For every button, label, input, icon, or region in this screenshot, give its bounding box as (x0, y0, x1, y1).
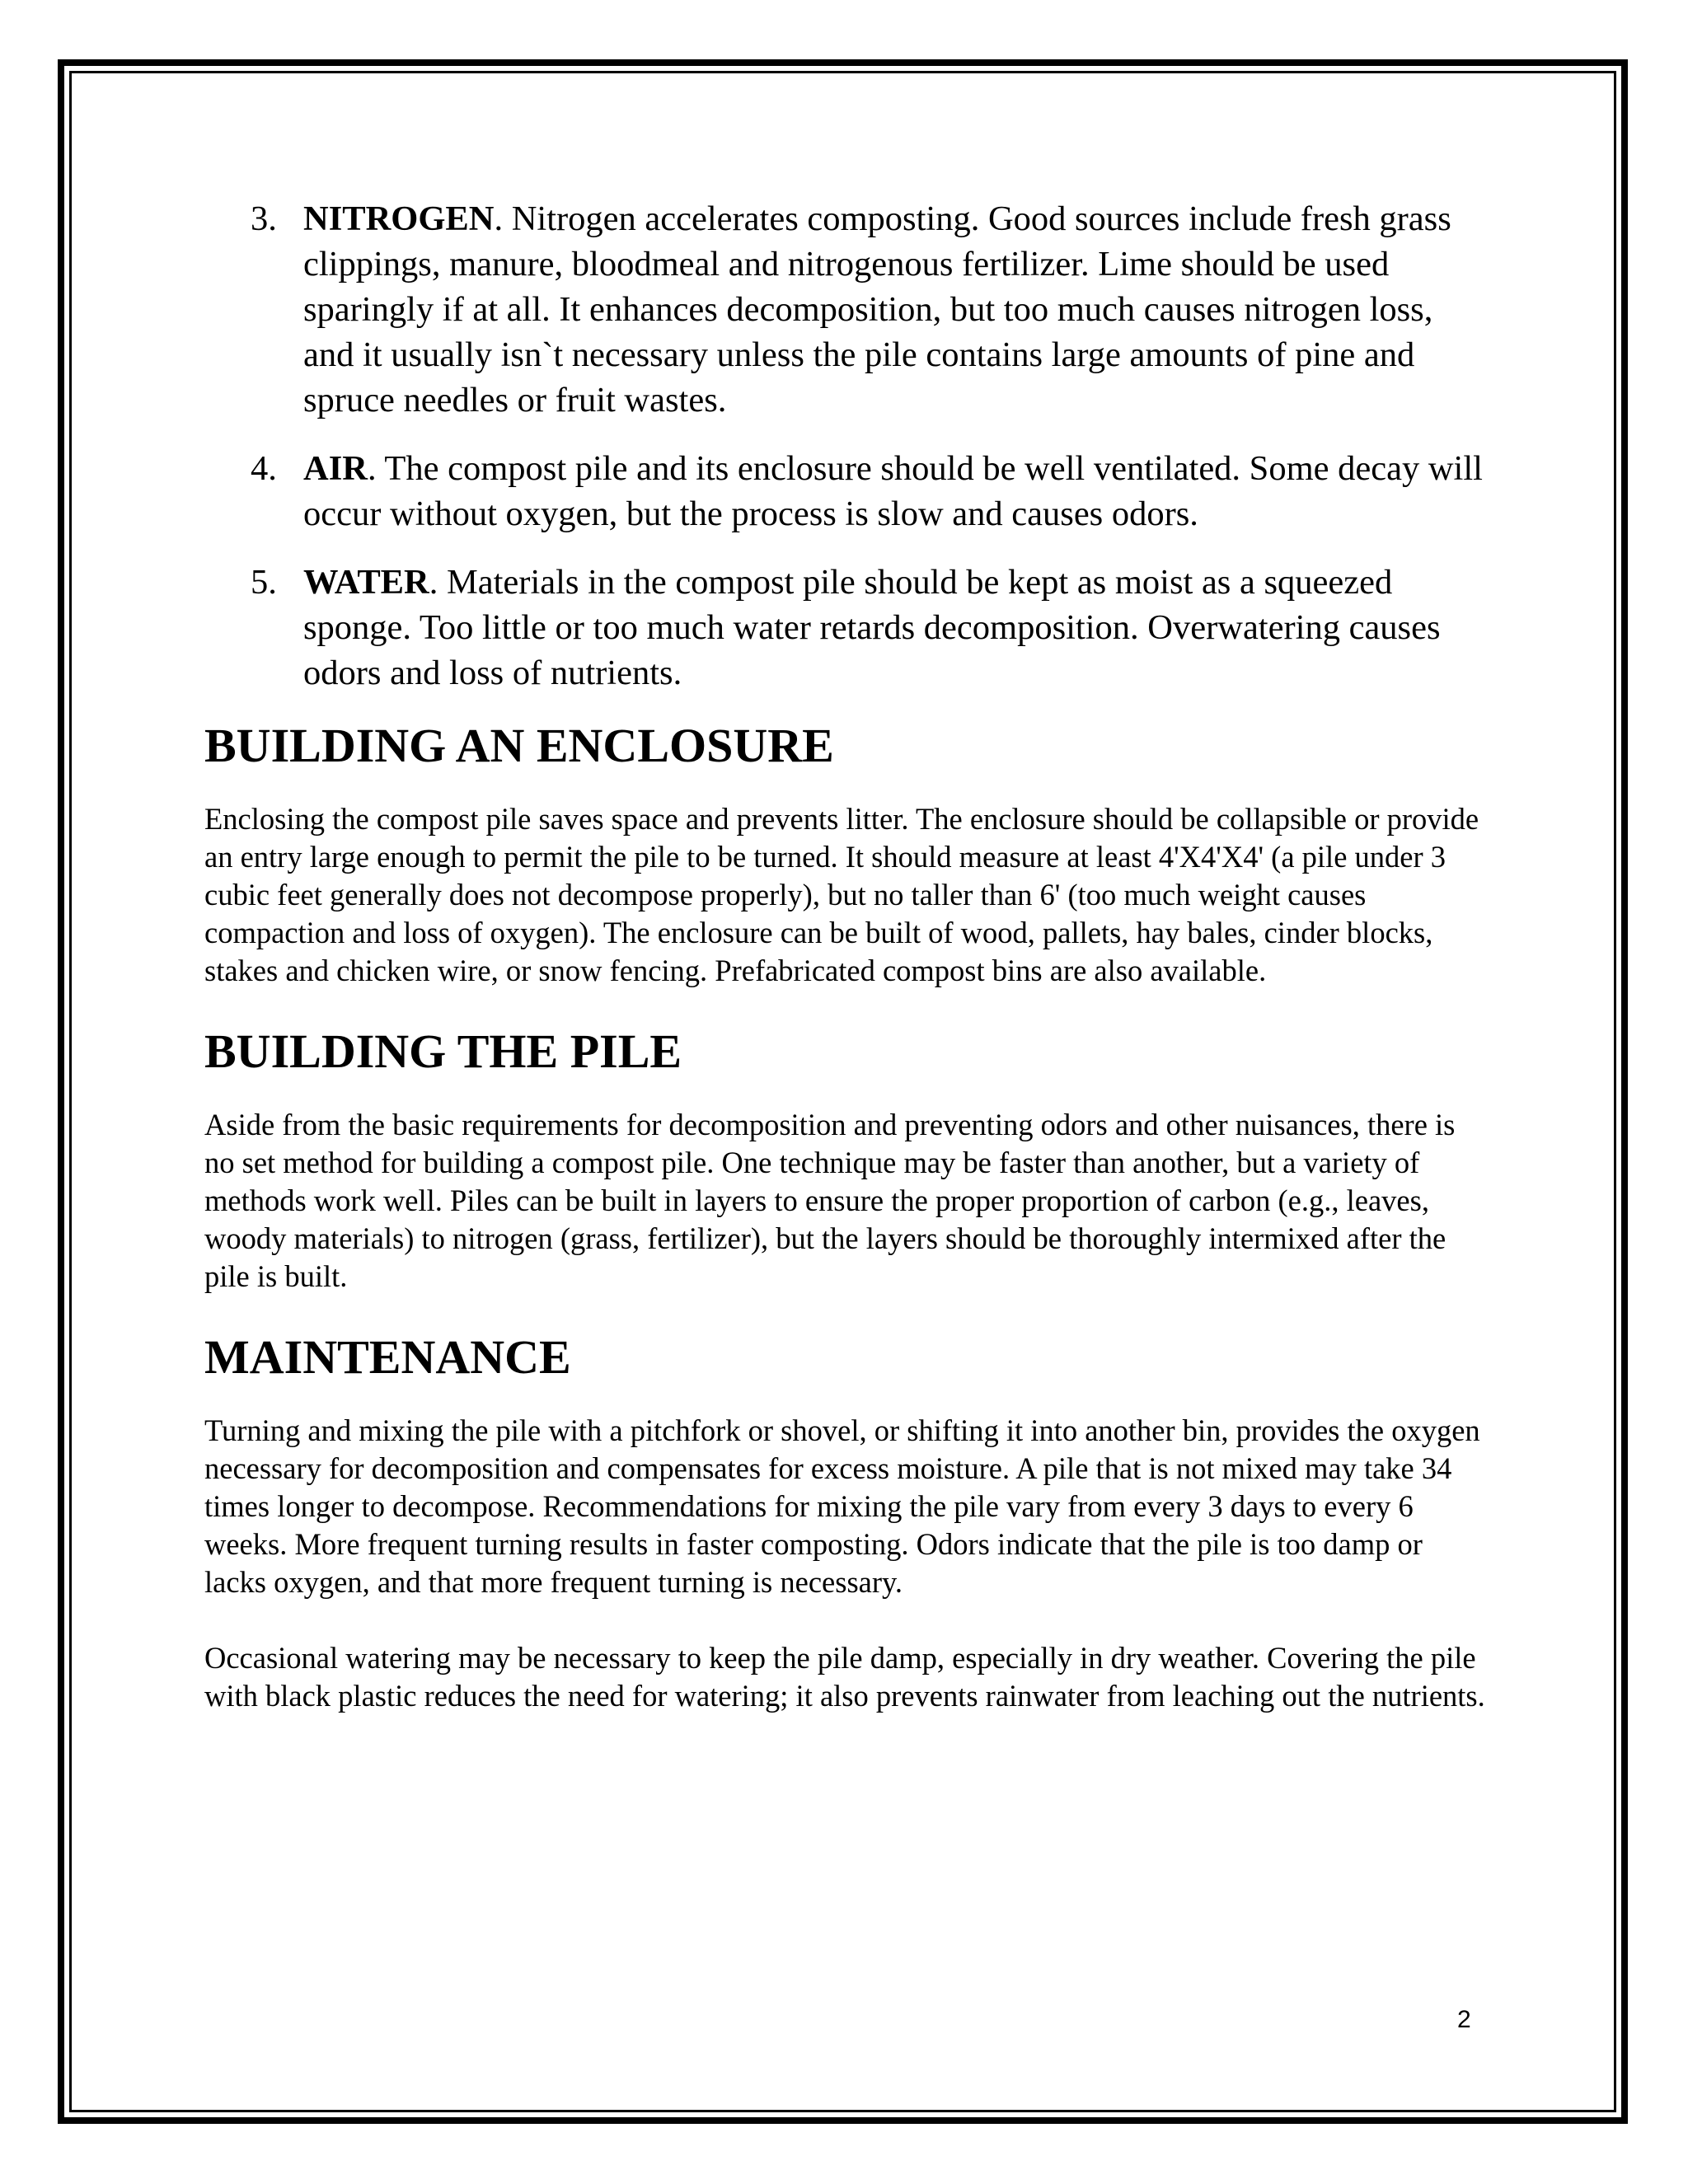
heading-maintenance: MAINTENANCE (204, 1330, 571, 1384)
requirements-list (204, 196, 1490, 696)
paragraph-enclosure: Enclosing the compost pile saves space and prevents litter. The enclosure should be collapsible or provide an entry large enough to permit the pile to be turned. It should measure at least 4'X4'X4' (a pile under 3 cubic feet generally does not decompose properly), but no taller than 6' (too much weight causes compaction and loss of oxygen). The enclosure can be built of wood, pallets, hay bales, cinder blocks, stakes and chicken wire, or snow fencing. Prefabricated compost bins are also available. (204, 802, 1479, 987)
list-item-text: . Materials in the compost pile should be kept as moist as a squeezed sponge. Too little or too much water retards decomposition. Overwatering causes odors and loss of nutrients. (303, 563, 1441, 692)
paragraph-maintenance-watering: Occasional watering may be necessary to keep the pile damp, especially in dry weather. Covering the pile with black plastic reduces the need for watering; it also prevents rainwater from leaching out the nutrients. (204, 1641, 1485, 1713)
list-item-air (204, 446, 1490, 537)
list-item-text: . The compost pile and its enclosure should be well ventilated. Some decay will occur without oxygen, but the process is slow and causes odors. (303, 449, 1483, 533)
list-item-number: 4. (251, 449, 277, 488)
list-item-water (204, 560, 1490, 696)
page-number: 2 (1457, 2006, 1471, 2033)
list-item-lead: AIR (303, 449, 368, 488)
list-item-number: 5. (251, 563, 277, 602)
list-item-number: 3. (251, 199, 277, 238)
paragraph-pile: Aside from the basic requirements for decomposition and preventing odors and other nuisances, there is no set method for building a compost pile. One technique may be faster than another, but a variety of methods work well. Piles can be built in layers to ensure the proper proportion of carbon (e.g., leaves, woody materials) to nitrogen (grass, fertilizer), but the layers should be thoroughly intermixed after the pile is built. (204, 1108, 1456, 1293)
heading-building-enclosure: BUILDING AN ENCLOSURE (204, 719, 834, 772)
heading-building-pile: BUILDING THE PILE (204, 1024, 682, 1078)
page-content (204, 196, 1490, 1715)
list-item-text: . Nitrogen accelerates composting. Good sources include fresh grass clippings, manure, bloodmeal and nitrogenous fertilizer. Lime should be used sparingly if at all. It enhances decomposition, but too much causes nitrogen loss, and it usually isn`t necessary unless the pile contains large amounts of pine and spruce needles or fruit wastes. (303, 199, 1451, 419)
paragraph-maintenance-turning: Turning and mixing the pile with a pitchfork or shovel, or shifting it into another bin, provides the oxygen necessary for decomposition and compensates for excess moisture. A pile that is not mixed may take 34 times longer to decompose. Recommendations for mixing the pile vary from every 3 days to every 6 weeks. More frequent turning results in faster composting. Odors indicate that the pile is too damp or lacks oxygen, and that more frequent turning is necessary. (204, 1413, 1480, 1599)
list-item-lead: WATER (303, 563, 429, 602)
list-item-nitrogen (204, 196, 1490, 423)
list-item-lead: NITROGEN (303, 199, 495, 238)
